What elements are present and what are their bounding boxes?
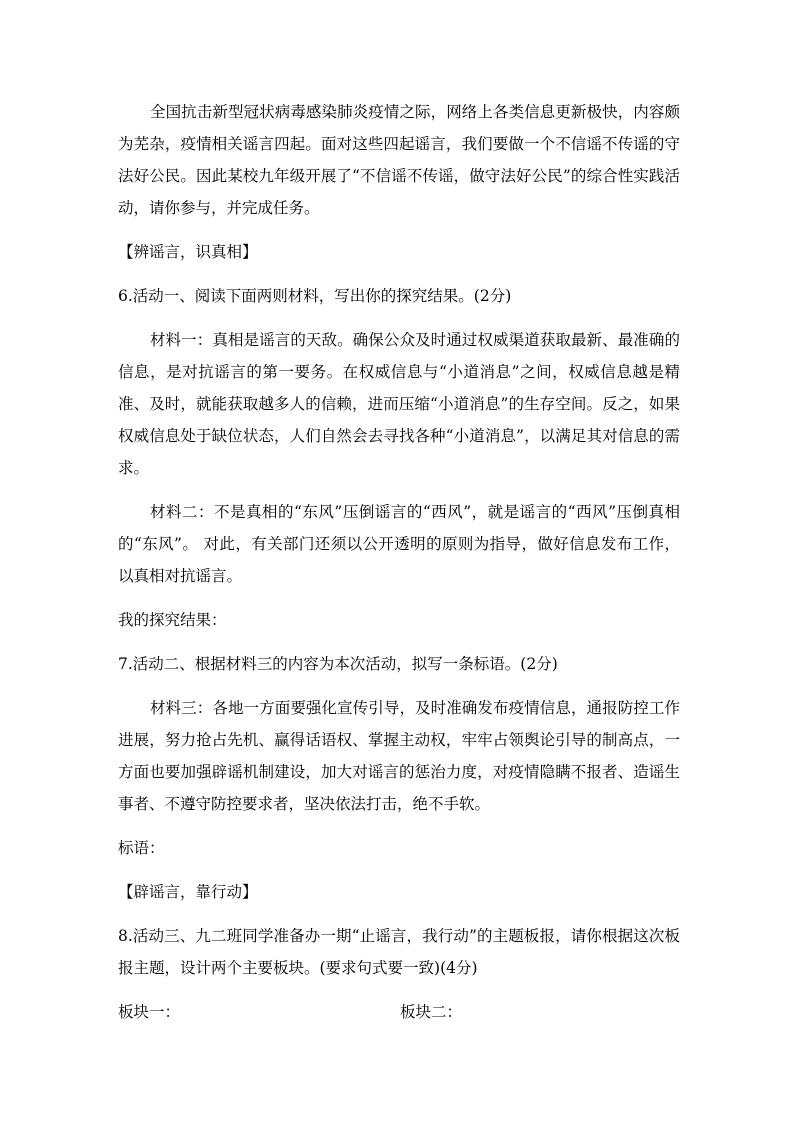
intro-paragraph: 全国抗击新型冠状病毒感染肺炎疫情之际，网络上各类信息更新极快，内容颇为芜杂，疫情相关谣言四起。面对这些四起谣言，我们要做一个不信谣不传谣的守法好公民。因此某校九年级开展了“不信谣不传谣，做守法好公民”的综合性实践活动，请你参与，并完成任务。 [118, 103, 680, 217]
block-1-label: 板块一： [118, 1003, 181, 1021]
block-2-label: 板块二： [400, 1003, 463, 1021]
section-title-identify-rumors: 【辨谣言，识真相】 [118, 243, 258, 261]
material-2: 材料二：不是真相的“东风”压倒谣言的“西风”，就是谣言的“西风”压倒真相的“东风”。 对此，有关部门还须以公开透明的原则为指导，做好信息发布工作，以真相对抗谣言。 [118, 503, 680, 585]
question-8: 8.活动三、九二班同学准备办一期“止谣言，我行动”的主题板报，请你根据这次板报主题，设计两个主要板块。(要求句式要一致)(4分) [118, 927, 680, 977]
result-label: 我的探究结果： [118, 611, 227, 629]
section-title-refute-rumors: 【辟谣言，靠行动】 [118, 883, 258, 901]
material-3: 材料三：各地一方面要强化宣传引导，及时准确发布疫情信息，通报防控工作进展，努力抢占先机、赢得话语权、掌握主动权，牢牢占领舆论引导的制高点，一方面也要加强辟谣机制建设，加大对谣言的惩治力度，对疫情隐瞒不报者、造谣生事者、不遵守防控要求者，坚决依法打击，绝不手软。 [118, 699, 680, 813]
board-sections-row [118, 996, 680, 1028]
question-6: 6.活动一、阅读下面两则材料，写出你的探究结果。(2分) [118, 287, 512, 305]
question-7: 7.活动二、根据材料三的内容为本次活动，拟写一条标语。(2分) [118, 655, 558, 673]
document-content [118, 96, 680, 1028]
slogan-label: 标语： [118, 839, 165, 857]
material-1: 材料一：真相是谣言的天敌。确保公众及时通过权威渠道获取最新、最准确的信息，是对抗谣言的第一要务。在权威信息与“小道消息”之间，权威信息越是精准、及时，就能获取越多人的信赖，进而压缩“小道消息”的生存空间。反之，如果权威信息处于缺位状态，人们自然会去寻找各种“小道消息”，以满足其对信息的需求。 [118, 331, 680, 477]
